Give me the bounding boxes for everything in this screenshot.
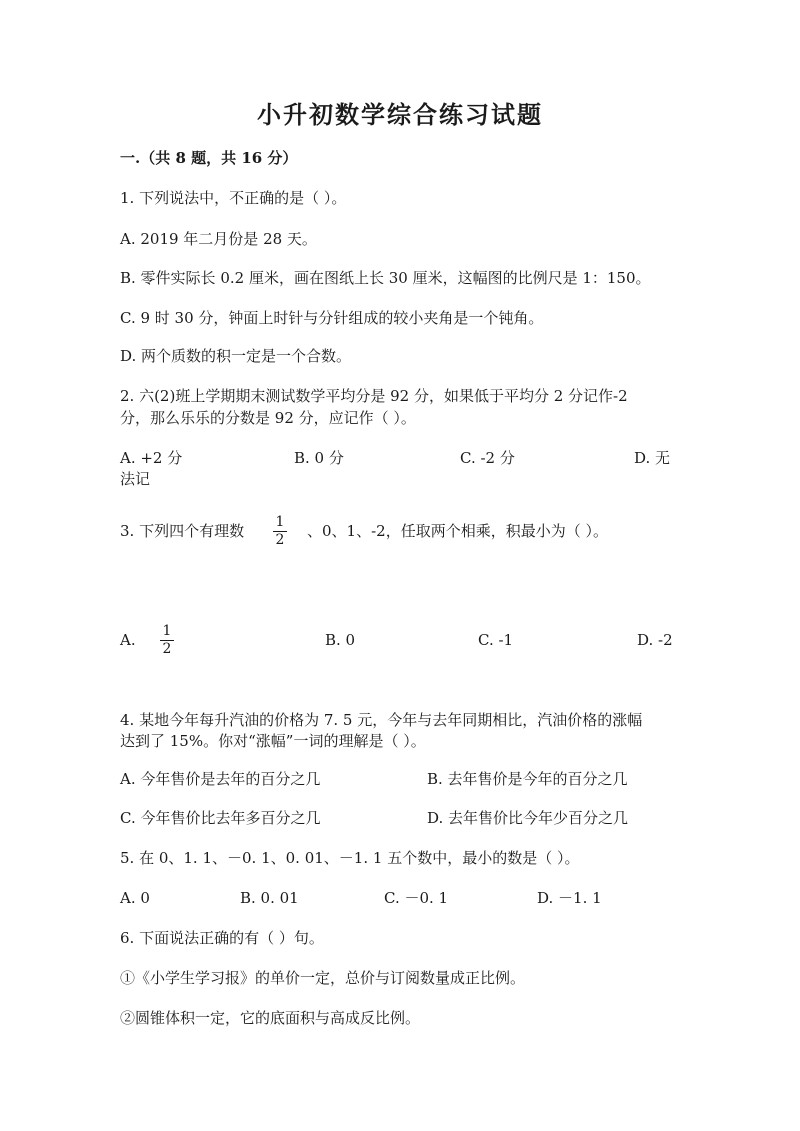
fraction-denominator: 2: [275, 532, 285, 548]
q1-option-b: B. 零件实际长 0.2 厘米，画在图纸上长 30 厘米，这幅图的比例尺是 1：150。: [120, 269, 651, 287]
q2-option-a: A. +2 分: [120, 449, 183, 467]
q2-stem-line1: 2. 六(2)班上学期期末测试数学平均分是 92 分，如果低于平均分 2 分记作-2: [120, 387, 628, 405]
q5-option-a: A. 0: [120, 889, 150, 907]
q2-stem-line2: 分，那么乐乐的分数是 92 分，应记作（ ）。: [120, 409, 416, 427]
page-title: 小升初数学综合练习试题: [257, 100, 543, 129]
fraction-denominator: 2: [162, 641, 172, 657]
q1-option-a: A. 2019 年二月份是 28 天。: [120, 230, 317, 248]
q3-option-c: C. -1: [478, 631, 514, 649]
q3-stem-fraction: [272, 515, 288, 548]
q5-option-c: C. －0. 1: [384, 889, 449, 907]
q4-option-d: D. 去年售价比今年少百分之几: [427, 809, 629, 827]
fraction-numerator: 1: [275, 514, 285, 530]
q4-stem-line1: 4. 某地今年每升汽油的价格为 7. 5 元，今年与去年同期相比，汽油价格的涨幅: [120, 711, 643, 729]
q6-statement-2: ②圆锥体积一定，它的底面积与高成反比例。: [120, 1009, 421, 1027]
q2-option-d: D. 无: [634, 449, 671, 467]
q4-option-b: B. 去年售价是今年的百分之几: [427, 770, 628, 788]
q6-statement-1: ①《小学生学习报》的单价一定，总价与订阅数量成正比例。: [120, 969, 526, 987]
q4-option-a: A. 今年售价是去年的百分之几: [120, 770, 321, 788]
q2-option-b: B. 0 分: [294, 449, 344, 467]
q1-option-d: D. 两个质数的积一定是一个合数。: [120, 347, 352, 365]
q2-option-c: C. -2 分: [460, 449, 515, 467]
q3-stem-prefix: 3. 下列四个有理数: [120, 522, 245, 540]
q4-option-c: C. 今年售价比去年多百分之几: [120, 809, 321, 827]
fraction-numerator: 1: [162, 623, 172, 639]
q3-stem-suffix: 、0、1、-2，任取两个相乘，积最小为（ ）。: [307, 522, 608, 540]
q3-option-b: B. 0: [325, 631, 356, 649]
section-header: 一.（共 8 题，共 16 分）: [120, 149, 298, 167]
q3-option-d: D. -2: [637, 631, 673, 649]
q3-option-a-fraction: [159, 624, 175, 657]
q3-option-a-label: A.: [120, 631, 136, 649]
q6-stem: 6. 下面说法正确的有（ ）句。: [120, 929, 324, 947]
q1-stem: 1. 下列说法中，不正确的是（ ）。: [120, 189, 347, 207]
q5-option-d: D. －1. 1: [537, 889, 602, 907]
q1-option-c: C. 9 时 30 分，钟面上时针与分针组成的较小夹角是一个钝角。: [120, 309, 544, 327]
q5-stem: 5. 在 0、1. 1、－0. 1、0. 01、－1. 1 五个数中，最小的数是（ ）。: [120, 849, 580, 867]
q2-option-d-continued: 法记: [120, 470, 151, 488]
q4-stem-line2: 达到了 15%。你对“涨幅”一词的理解是（ ）。: [120, 732, 426, 750]
q5-option-b: B. 0. 01: [240, 889, 299, 907]
